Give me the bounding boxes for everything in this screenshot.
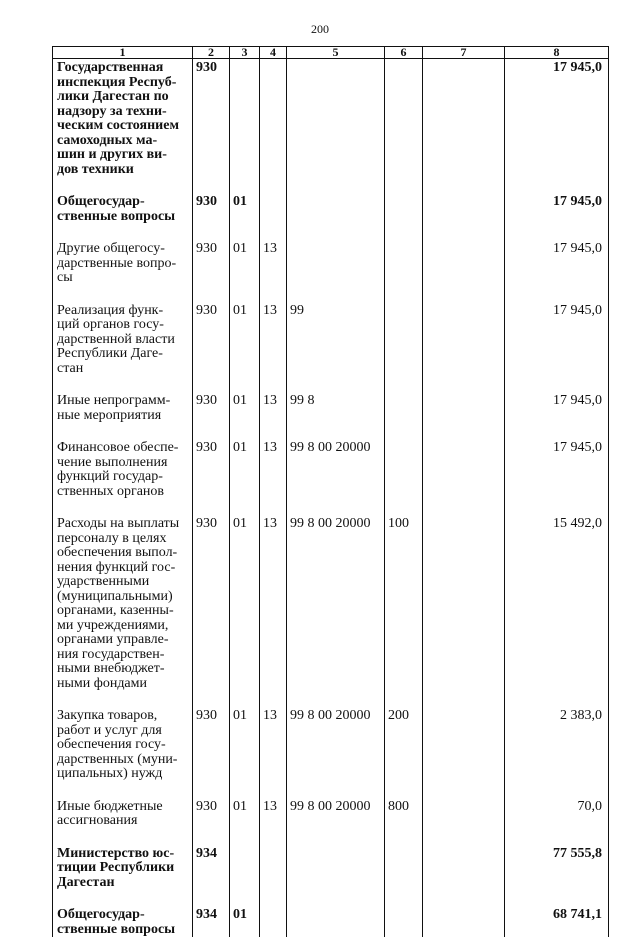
row-spacer: [53, 782, 609, 798]
spacer-cell: [423, 376, 505, 392]
row-amount: 15 492,0: [505, 515, 609, 691]
spacer-cell: [505, 499, 609, 515]
spacer-cell: [287, 286, 385, 302]
spacer-cell: [423, 423, 505, 439]
table-body: [53, 59, 609, 937]
spacer-cell: [505, 286, 609, 302]
spacer-cell: [287, 829, 385, 845]
row-section: [230, 845, 260, 891]
row-amount: 17 945,0: [505, 439, 609, 499]
row-admin-code: 934: [193, 845, 230, 891]
row-section: 01: [230, 515, 260, 691]
row-target-article: [287, 59, 385, 178]
row-amount: 17 945,0: [505, 302, 609, 377]
row-target-article: 99 8: [287, 392, 385, 423]
row-expense-type: [385, 392, 423, 423]
row-amount: 17 945,0: [505, 193, 609, 224]
row-section: 01: [230, 439, 260, 499]
row-target-article: [287, 193, 385, 224]
spacer-cell: [193, 782, 230, 798]
row-section: 01: [230, 392, 260, 423]
row-target-article: 99 8 00 20000: [287, 798, 385, 829]
row-name: Реализация функ- ций органов госу- дарственной власти Республики Даге- стан: [53, 302, 193, 377]
spacer-cell: [53, 423, 193, 439]
spacer-cell: [53, 691, 193, 707]
spacer-cell: [287, 890, 385, 906]
row-amount: 77 555,8: [505, 845, 609, 891]
page-number: 200: [0, 22, 640, 37]
spacer-cell: [53, 829, 193, 845]
row-expense-type: [385, 906, 423, 937]
row-subsection: [260, 59, 287, 178]
row-col-7: [423, 515, 505, 691]
spacer-cell: [287, 224, 385, 240]
spacer-cell: [193, 829, 230, 845]
row-expense-type: [385, 240, 423, 286]
table-row: [53, 798, 609, 829]
row-section: 01: [230, 707, 260, 782]
row-col-7: [423, 392, 505, 423]
spacer-cell: [385, 423, 423, 439]
header-col-8: 8: [505, 47, 609, 59]
row-admin-code: 930: [193, 302, 230, 377]
row-spacer: [53, 376, 609, 392]
row-admin-code: 930: [193, 707, 230, 782]
spacer-cell: [423, 224, 505, 240]
row-name: Министерство юс- тиции Республики Дагестан: [53, 845, 193, 891]
row-col-7: [423, 845, 505, 891]
row-spacer: [53, 177, 609, 193]
spacer-cell: [505, 829, 609, 845]
row-admin-code: 930: [193, 193, 230, 224]
header-col-7: 7: [423, 47, 505, 59]
spacer-cell: [53, 224, 193, 240]
row-section: 01: [230, 193, 260, 224]
table-row: [53, 906, 609, 937]
row-section: 01: [230, 240, 260, 286]
row-col-7: [423, 906, 505, 937]
spacer-cell: [423, 177, 505, 193]
spacer-cell: [260, 224, 287, 240]
table-row: [53, 302, 609, 377]
row-subsection: [260, 845, 287, 891]
budget-table: [52, 46, 609, 937]
row-amount: 17 945,0: [505, 240, 609, 286]
spacer-cell: [230, 782, 260, 798]
row-subsection: [260, 906, 287, 937]
row-spacer: [53, 499, 609, 515]
row-spacer: [53, 890, 609, 906]
row-admin-code: 930: [193, 798, 230, 829]
row-subsection: 13: [260, 392, 287, 423]
spacer-cell: [505, 224, 609, 240]
row-admin-code: 930: [193, 59, 230, 178]
row-admin-code: 930: [193, 439, 230, 499]
spacer-cell: [287, 423, 385, 439]
spacer-cell: [230, 423, 260, 439]
spacer-cell: [230, 691, 260, 707]
spacer-cell: [260, 376, 287, 392]
table-header: [53, 47, 609, 59]
row-target-article: [287, 240, 385, 286]
row-col-7: [423, 707, 505, 782]
spacer-cell: [53, 499, 193, 515]
spacer-cell: [287, 177, 385, 193]
row-target-article: 99: [287, 302, 385, 377]
table-row: [53, 240, 609, 286]
spacer-cell: [385, 829, 423, 845]
spacer-cell: [53, 177, 193, 193]
row-subsection: 13: [260, 515, 287, 691]
row-subsection: 13: [260, 798, 287, 829]
spacer-cell: [423, 782, 505, 798]
table-row: [53, 439, 609, 499]
spacer-cell: [385, 286, 423, 302]
row-admin-code: 930: [193, 240, 230, 286]
spacer-cell: [230, 286, 260, 302]
spacer-cell: [260, 829, 287, 845]
row-col-7: [423, 59, 505, 178]
row-subsection: 13: [260, 302, 287, 377]
spacer-cell: [423, 499, 505, 515]
row-amount: 68 741,1: [505, 906, 609, 937]
spacer-cell: [423, 890, 505, 906]
row-expense-type: [385, 193, 423, 224]
table-row: [53, 515, 609, 691]
spacer-cell: [423, 829, 505, 845]
row-spacer: [53, 829, 609, 845]
row-expense-type: 200: [385, 707, 423, 782]
row-name: Иные бюджетные ассигнования: [53, 798, 193, 829]
spacer-cell: [385, 499, 423, 515]
table-row: [53, 392, 609, 423]
header-col-4: 4: [260, 47, 287, 59]
spacer-cell: [385, 890, 423, 906]
row-target-article: 99 8 00 20000: [287, 515, 385, 691]
spacer-cell: [230, 376, 260, 392]
row-col-7: [423, 798, 505, 829]
row-expense-type: 800: [385, 798, 423, 829]
row-spacer: [53, 691, 609, 707]
spacer-cell: [193, 423, 230, 439]
row-expense-type: [385, 845, 423, 891]
spacer-cell: [385, 782, 423, 798]
row-amount: 70,0: [505, 798, 609, 829]
spacer-cell: [193, 691, 230, 707]
row-target-article: 99 8 00 20000: [287, 439, 385, 499]
spacer-cell: [287, 499, 385, 515]
spacer-cell: [53, 286, 193, 302]
row-expense-type: [385, 302, 423, 377]
spacer-cell: [423, 286, 505, 302]
spacer-cell: [53, 782, 193, 798]
row-name: Закупка товаров, работ и услуг для обеспечения госу- дарственных (муни- ципальных) нужд: [53, 707, 193, 782]
row-name: Расходы на выплаты персоналу в целях обеспечения выпол- нения функций гос- ударственными (муниципальными) органами, казенны- ми учреждениями, органами управле- ния государствен- ными внебюджет- ными фондами: [53, 515, 193, 691]
spacer-cell: [193, 376, 230, 392]
spacer-cell: [260, 286, 287, 302]
row-name: Общегосудар- ственные вопросы: [53, 193, 193, 224]
header-col-6: 6: [385, 47, 423, 59]
row-section: 01: [230, 906, 260, 937]
spacer-cell: [193, 890, 230, 906]
row-amount: 17 945,0: [505, 59, 609, 178]
row-name: Финансовое обеспе- чение выполнения функций государ- ственных органов: [53, 439, 193, 499]
spacer-cell: [230, 890, 260, 906]
spacer-cell: [287, 782, 385, 798]
row-admin-code: 930: [193, 515, 230, 691]
header-col-5: 5: [287, 47, 385, 59]
header-col-2: 2: [193, 47, 230, 59]
row-col-7: [423, 439, 505, 499]
spacer-cell: [505, 376, 609, 392]
spacer-cell: [260, 691, 287, 707]
row-expense-type: 100: [385, 515, 423, 691]
spacer-cell: [287, 376, 385, 392]
table-row: [53, 845, 609, 891]
spacer-cell: [260, 499, 287, 515]
spacer-cell: [505, 890, 609, 906]
row-section: [230, 59, 260, 178]
header-col-1: 1: [53, 47, 193, 59]
table-row: [53, 193, 609, 224]
spacer-cell: [505, 177, 609, 193]
table-row: [53, 707, 609, 782]
spacer-cell: [193, 177, 230, 193]
row-col-7: [423, 302, 505, 377]
row-admin-code: 930: [193, 392, 230, 423]
spacer-cell: [193, 286, 230, 302]
spacer-cell: [53, 376, 193, 392]
spacer-cell: [230, 829, 260, 845]
spacer-cell: [505, 423, 609, 439]
row-target-article: [287, 906, 385, 937]
row-subsection: 13: [260, 707, 287, 782]
spacer-cell: [423, 691, 505, 707]
row-name: Общегосудар- ственные вопросы: [53, 906, 193, 937]
row-admin-code: 934: [193, 906, 230, 937]
spacer-cell: [193, 499, 230, 515]
row-expense-type: [385, 59, 423, 178]
spacer-cell: [260, 423, 287, 439]
row-expense-type: [385, 439, 423, 499]
header-col-3: 3: [230, 47, 260, 59]
row-subsection: [260, 193, 287, 224]
table-row: [53, 59, 609, 178]
spacer-cell: [260, 177, 287, 193]
spacer-cell: [193, 224, 230, 240]
spacer-cell: [385, 691, 423, 707]
spacer-cell: [505, 782, 609, 798]
spacer-cell: [230, 224, 260, 240]
spacer-cell: [230, 177, 260, 193]
spacer-cell: [230, 499, 260, 515]
spacer-cell: [260, 782, 287, 798]
spacer-cell: [260, 890, 287, 906]
row-target-article: 99 8 00 20000: [287, 707, 385, 782]
row-amount: 2 383,0: [505, 707, 609, 782]
spacer-cell: [385, 177, 423, 193]
row-section: 01: [230, 798, 260, 829]
spacer-cell: [505, 691, 609, 707]
spacer-cell: [385, 376, 423, 392]
row-spacer: [53, 286, 609, 302]
row-name: Государственная инспекция Респуб- лики Дагестан по надзору за техни- ческим состоянием самоходных ма- шин и других ви- дов техники: [53, 59, 193, 178]
row-col-7: [423, 240, 505, 286]
spacer-cell: [53, 890, 193, 906]
row-spacer: [53, 423, 609, 439]
spacer-cell: [385, 224, 423, 240]
row-col-7: [423, 193, 505, 224]
row-spacer: [53, 224, 609, 240]
spacer-cell: [287, 691, 385, 707]
row-subsection: 13: [260, 240, 287, 286]
row-subsection: 13: [260, 439, 287, 499]
row-name: Другие общегосу- дарственные вопро- сы: [53, 240, 193, 286]
row-amount: 17 945,0: [505, 392, 609, 423]
row-section: 01: [230, 302, 260, 377]
row-name: Иные непрограмм- ные мероприятия: [53, 392, 193, 423]
row-target-article: [287, 845, 385, 891]
